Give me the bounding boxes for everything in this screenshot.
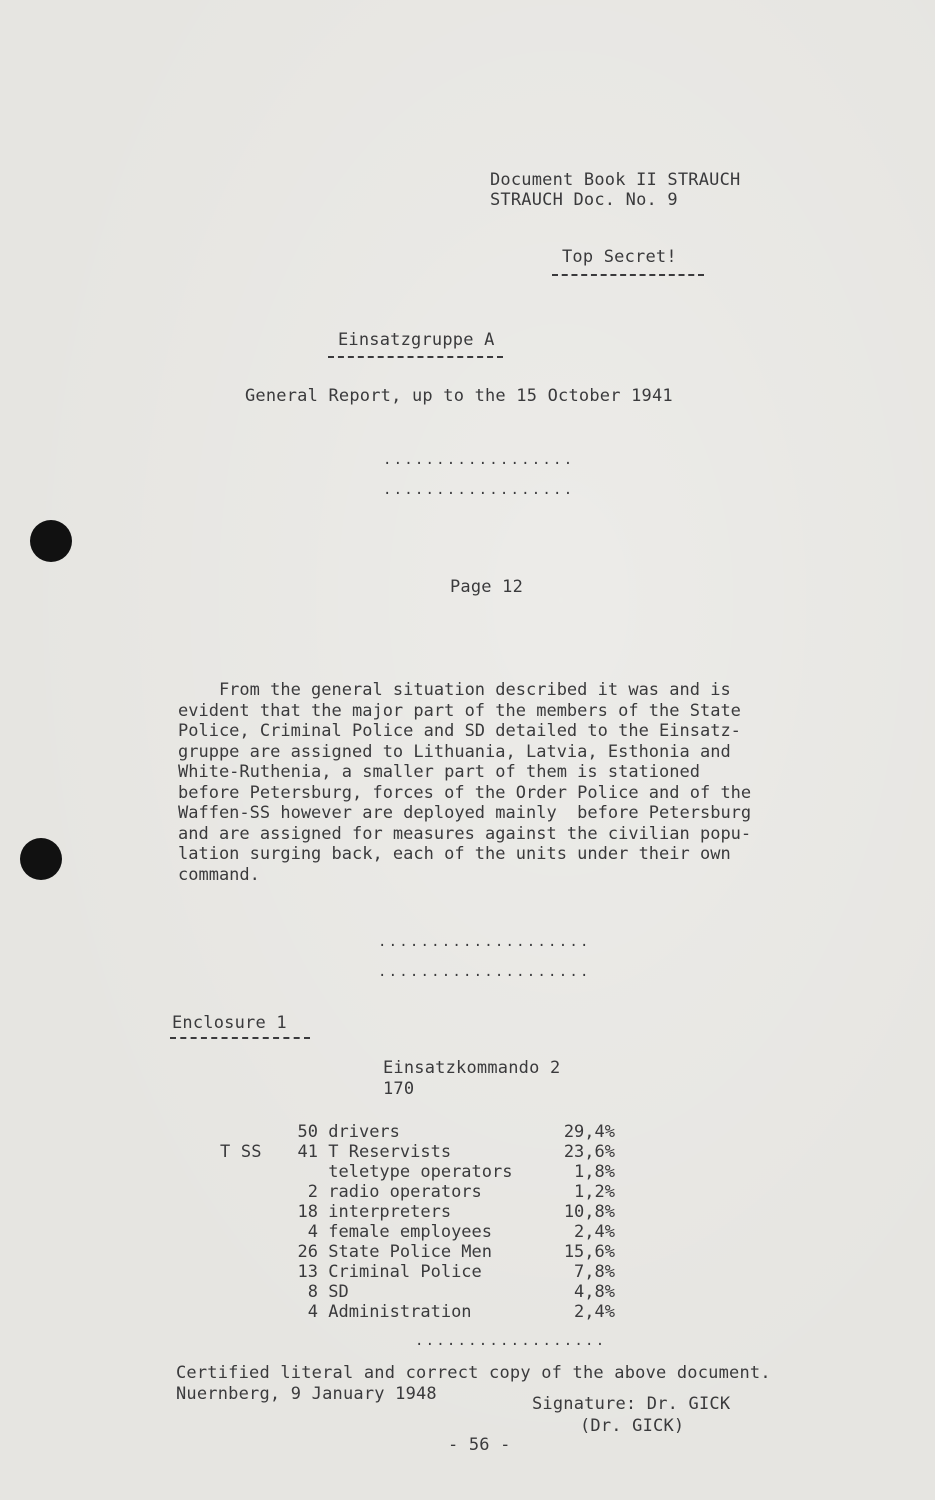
row-count: 2: [307, 1182, 318, 1202]
row-count: 8: [307, 1282, 318, 1302]
row-count: 50: [297, 1122, 318, 1142]
table-row: [284, 1242, 492, 1262]
signature-line: Signature: Dr. GICK: [532, 1394, 731, 1414]
punch-hole-top: [30, 520, 72, 562]
row-label: Criminal Police: [328, 1262, 482, 1282]
row-label: Administration: [328, 1302, 472, 1322]
row-percent: 1,8%: [574, 1162, 615, 1182]
separator-mid-1: ....................: [378, 934, 591, 950]
enclosure-total: 170: [383, 1079, 415, 1099]
row-percent: 7,8%: [574, 1262, 615, 1282]
table-row: [284, 1302, 472, 1322]
row-label: radio operators: [328, 1182, 482, 1202]
row-percent: 1,2%: [574, 1182, 615, 1202]
group-label: T SS: [220, 1142, 262, 1162]
row-label: interpreters: [328, 1202, 452, 1222]
separator-top-1: ..................: [383, 452, 575, 468]
enclosure-unit: Einsatzkommando 2: [383, 1058, 561, 1078]
table-row: [284, 1122, 400, 1142]
report-paragraph: [178, 680, 858, 885]
enclosure-underline: [170, 1037, 310, 1039]
row-label: female employees: [328, 1222, 493, 1242]
table-row: [284, 1182, 482, 1202]
row-count: 18: [297, 1202, 318, 1222]
paragraph-line: evident that the major part of the members of the State: [178, 700, 741, 721]
report-title: General Report, up to the 15 October 1941: [245, 386, 673, 406]
certification-place-date: Nuernberg, 9 January 1948: [176, 1384, 437, 1404]
document-book-label: Document Book II STRAUCH: [490, 170, 741, 190]
paragraph-line: Police, Criminal Police and SD detailed to the Einsatz-: [178, 721, 741, 741]
paragraph-line: and are assigned for measures against the civilian popu-: [178, 823, 752, 844]
row-percent: 15,6%: [563, 1242, 615, 1262]
row-label: T Reservists: [328, 1142, 452, 1162]
row-percent: 23,6%: [563, 1142, 615, 1162]
paragraph-line: Waffen-SS however are deployed mainly before Petersburg: [178, 803, 752, 823]
paragraph-line: before Petersburg, forces of the Order Police and of the: [178, 782, 752, 803]
page-label: Page 12: [450, 577, 524, 597]
separator-top-2: ..................: [383, 482, 575, 498]
paragraph-line: command.: [178, 864, 260, 885]
row-percent: 2,4%: [574, 1222, 615, 1242]
enclosure-label: Enclosure 1: [172, 1013, 287, 1033]
classification-underline: [552, 274, 704, 276]
row-percent: 29,4%: [563, 1122, 615, 1142]
paragraph-line: White-Ruthenia, a smaller part of them is stationed: [178, 762, 700, 782]
table-row: [284, 1142, 451, 1162]
signature-name: (Dr. GICK): [580, 1416, 685, 1436]
unit-title-underline: [328, 356, 503, 358]
row-label: drivers: [328, 1122, 400, 1142]
row-label: State Police Men: [328, 1242, 493, 1262]
row-count: 4: [307, 1222, 318, 1242]
punch-hole-bottom: [20, 838, 62, 880]
unit-title: Einsatzgruppe A: [338, 330, 495, 350]
table-row: [284, 1222, 492, 1242]
row-percent: 2,4%: [574, 1302, 615, 1322]
table-row: [284, 1282, 349, 1302]
table-row: [284, 1202, 451, 1222]
separator-bottom: ..................: [415, 1333, 607, 1349]
paragraph-line: From the general situation described it was and is: [178, 680, 731, 700]
classification-label: Top Secret!: [562, 247, 677, 267]
paragraph-line: lation surging back, each of the units under their own: [178, 844, 731, 864]
page-number: - 56 -: [448, 1435, 511, 1455]
separator-mid-2: ....................: [378, 964, 591, 980]
table-row: [284, 1262, 482, 1282]
row-label: teletype operators: [328, 1162, 513, 1182]
document-number: STRAUCH Doc. No. 9: [490, 190, 678, 210]
certification-statement: Certified literal and correct copy of the above document.: [176, 1363, 771, 1383]
row-label: SD: [328, 1282, 349, 1302]
row-count: 4: [307, 1302, 318, 1322]
row-count: 13: [297, 1262, 318, 1282]
row-count: 26: [297, 1242, 318, 1262]
row-percent: 10,8%: [563, 1202, 615, 1222]
table-row: [284, 1162, 512, 1182]
paragraph-line: gruppe are assigned to Lithuania, Latvia, Esthonia and: [178, 741, 731, 762]
row-count: 41: [297, 1142, 318, 1162]
row-percent: 4,8%: [574, 1282, 615, 1302]
